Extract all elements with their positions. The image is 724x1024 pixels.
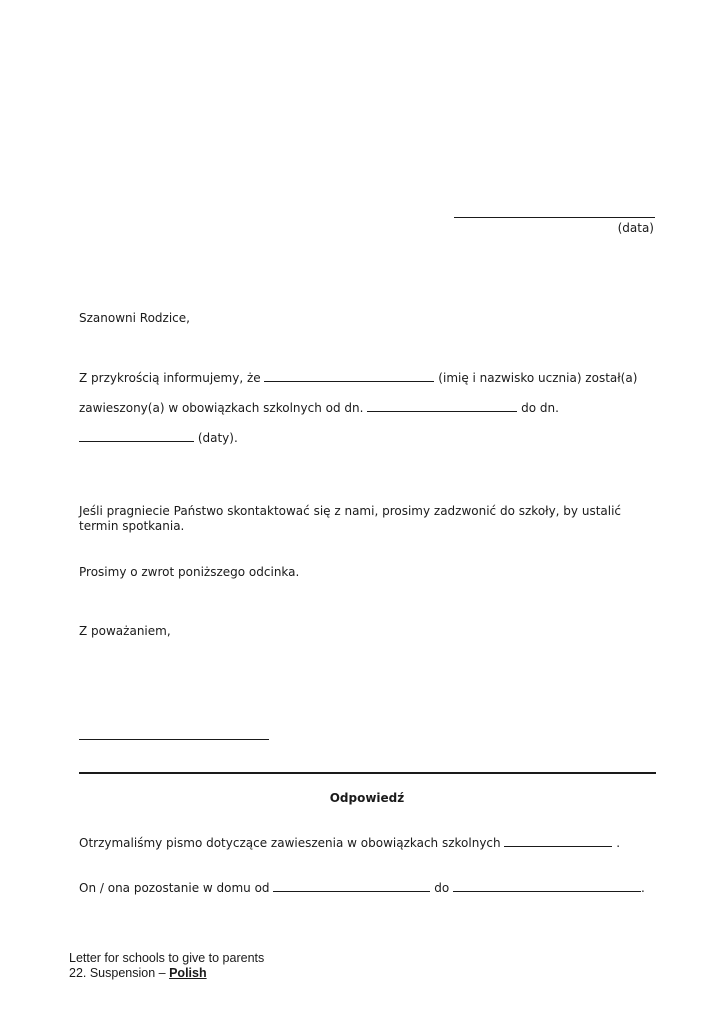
received-blank — [504, 835, 612, 847]
reply-heading: Odpowiedź — [329, 791, 405, 805]
line2-text-b: do dn. — [521, 401, 559, 415]
student-name-blank — [264, 370, 434, 382]
footer — [69, 951, 264, 981]
home-to-blank — [453, 880, 641, 892]
reply-home-line — [79, 880, 645, 895]
home-text-b: do — [434, 881, 450, 895]
letter-line-1 — [79, 370, 637, 385]
line2-text-a: zawieszony(a) w obowiązkach szkolnych od dn. — [79, 401, 364, 415]
contact-paragraph: Jeśli pragniecie Państwo skontaktować się z nami, prosimy zadzwonić do szkoły, by ustalić termin spotkania. — [79, 504, 622, 533]
home-from-blank — [273, 880, 430, 892]
received-end: . — [616, 836, 621, 850]
from-date-blank — [367, 400, 517, 412]
line1-text-a: Z przykrością informujemy, że — [79, 371, 261, 385]
to-date-blank — [79, 430, 194, 442]
closing: Z poważaniem, — [79, 624, 171, 638]
return-request: Prosimy o zwrot poniższego odcinka. — [79, 565, 300, 579]
date-blank-line — [454, 217, 655, 218]
received-text: Otrzymaliśmy pismo dotyczące zawieszenia w obowiązkach szkolnych — [79, 836, 501, 850]
footer-language: Polish — [169, 966, 207, 980]
signature-line — [79, 739, 269, 740]
home-text-a: On / ona pozostanie w domu od — [79, 881, 270, 895]
line1-text-b: (imię i nazwisko ucznia) został(a) — [438, 371, 638, 385]
line3-text-b: (daty). — [197, 431, 238, 445]
cut-line — [79, 772, 656, 774]
footer-line-2 — [69, 966, 264, 981]
date-caption: (data) — [617, 221, 654, 235]
footer-prefix: 22. Suspension – — [69, 966, 166, 980]
reply-received-line — [79, 835, 620, 850]
greeting: Szanowni Rodzice, — [79, 311, 190, 325]
footer-line-1: Letter for schools to give to parents — [69, 951, 265, 965]
letter-line-3 — [79, 430, 238, 445]
home-end: . — [641, 881, 645, 895]
letter-line-2 — [79, 400, 559, 415]
